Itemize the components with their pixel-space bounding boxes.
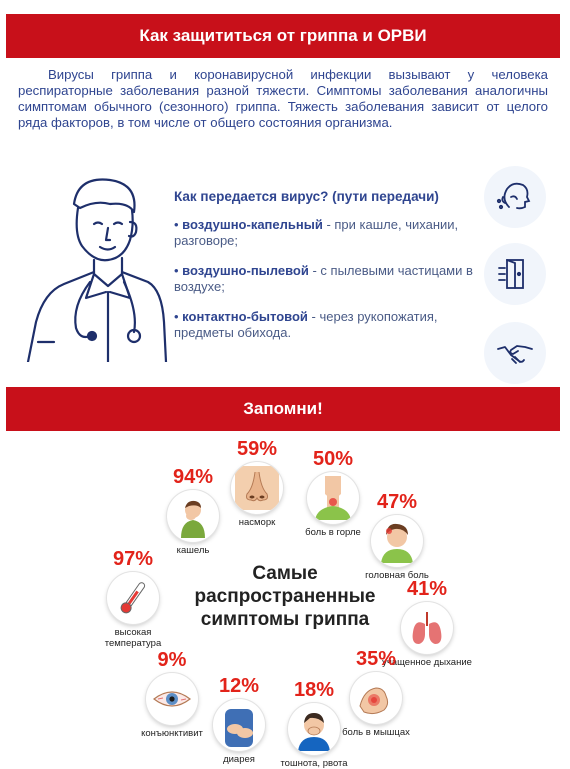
symptom-percent: 35%: [355, 648, 397, 670]
symptom-percent: 50%: [312, 448, 354, 470]
symptom-percent: 59%: [236, 438, 278, 460]
route-desc: - через рукопожатия, предметы обихода.: [174, 309, 438, 340]
symptom-percent: 9%: [157, 649, 187, 671]
symptom-percent: 41%: [406, 578, 448, 600]
symptom-muscle-pain: [331, 648, 421, 738]
symptom-label: высокая температура: [104, 627, 162, 649]
transmission-question: Как передается вирус? (пути передачи): [174, 189, 439, 204]
nose-icon: [231, 462, 283, 514]
headache-icon: [371, 515, 423, 567]
symptom-label: тошнота, рвота: [280, 758, 348, 769]
sneeze-icon: [484, 166, 546, 228]
route-dust: • воздушно-пылевой - с пылевыми частицами в воздухе;: [174, 263, 473, 294]
symptom-label: конъюнктивит: [141, 728, 203, 739]
symptom-headache: [352, 491, 442, 581]
route-desc: - с пылевыми частицами в воздухе;: [174, 263, 473, 294]
symptom-fever: [88, 548, 178, 649]
route-desc: - при кашле, чихании, разговоре;: [174, 217, 459, 248]
symptoms-infographic: [6, 432, 560, 769]
symptom-percent: 12%: [218, 675, 260, 697]
route-contact: • контактно-бытовой - через рукопожатия, предметы обихода.: [174, 309, 438, 340]
muscle-icon: [350, 672, 402, 724]
thermometer-icon: [107, 572, 159, 624]
symptom-label: насморк: [238, 517, 276, 528]
door-icon: [484, 243, 546, 305]
route-airborne: • воздушно-капельный - при кашле, чихании, разговоре;: [174, 217, 459, 248]
remember-title: Запомни!: [243, 399, 323, 418]
route-key: контактно-бытовой: [182, 309, 308, 324]
intro-paragraph: Вирусы гриппа и коронавирусной инфекции вызывают у человека респираторные заболевания разной тяжести. Симптомы заболевания аналогичны симптомам обычного (сезонного) гриппа. Тяжесть заболевания зависит от целого ряда факторов, в том числе от общего состояния организма.: [18, 67, 548, 130]
remember-banner: [6, 387, 560, 431]
lungs-icon: [401, 602, 453, 654]
symptom-percent: 47%: [376, 491, 418, 513]
symptom-percent: 94%: [172, 466, 214, 488]
symptoms-title: Самые распространенные симптомы гриппа: [194, 563, 376, 630]
stomach-icon: [213, 699, 265, 751]
route-key: воздушно-пылевой: [182, 263, 309, 278]
page-title: Как защититься от гриппа и ОРВИ: [139, 26, 427, 45]
symptom-percent: 97%: [112, 548, 154, 570]
symptom-label: головная боль: [365, 570, 429, 581]
transmission-block: [174, 189, 474, 355]
symptom-percent: 18%: [293, 679, 335, 701]
symptom-label: боль в мышцах: [342, 727, 410, 738]
symptom-label: боль в горле: [305, 527, 361, 538]
symptom-label: диарея: [223, 754, 255, 765]
header-banner: [6, 14, 560, 58]
symptom-label: кашель: [176, 545, 210, 556]
route-key: воздушно-капельный: [182, 217, 323, 232]
symptom-label: учащенное дыхание: [382, 657, 472, 668]
eye-icon: [146, 673, 198, 725]
doctor-illustration: [10, 172, 168, 362]
handshake-icon: [484, 322, 546, 384]
